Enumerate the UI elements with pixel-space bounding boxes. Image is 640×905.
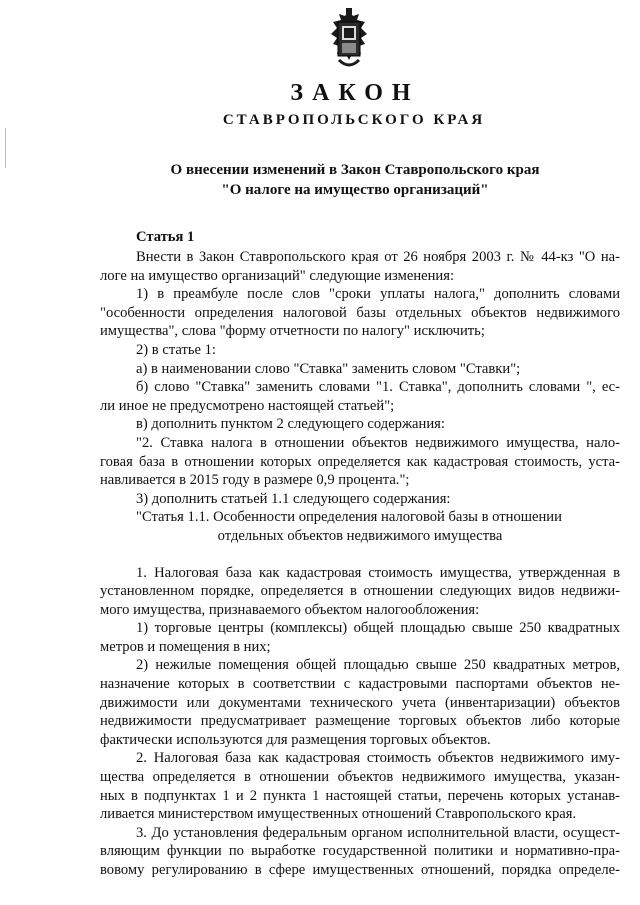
text-line: фактически используются для размещения торговых объектов.: [100, 731, 491, 748]
text-line: говая база в отношении которых определяется как кадастровая стоимость, уста-: [100, 453, 620, 470]
text-line: вовому регулированию в сфере имущественных отношений, порядка определе-: [100, 862, 620, 878]
text-line: недвижимости предусматривает размещение торговых объектов либо которые: [100, 713, 620, 730]
coat-of-arms-emblem: [327, 8, 371, 72]
document-subtitle: СТАВРОПОЛЬСКОГО КРАЯ: [222, 112, 486, 128]
text-line: метров и помещения в них;: [100, 638, 271, 655]
text-line: ных в подпунктах 1 и 2 пункта 1 настоящей статьи, перечень которых устанав-: [100, 787, 620, 804]
text-line: в) дополнить пунктом 2 следующего содержания:: [136, 416, 445, 433]
text-line: вляющим функции по выработке государственной политики и нормативно-пра-: [100, 843, 620, 860]
text-line: установленном порядке, определяется в отношении следующих видов недвижи-: [100, 583, 620, 600]
text-line: ливается министерством имущественных отношений Ставропольского края.: [100, 806, 577, 823]
document-body: [100, 228, 620, 880]
text-line: а) в наименовании слово "Ставка" заменить словом "Ставки";: [136, 360, 521, 377]
document-title: ЗАКОН: [290, 80, 420, 106]
law-name-line-1: О внесении изменений в Закон Ставропольского края: [170, 162, 540, 178]
text-line: 3. До установления федеральным органом исполнительной власти, осущест-: [136, 824, 620, 841]
text-line: 1) торговые центры (комплексы) общей площадью свыше 250 квадратных: [136, 620, 620, 637]
text-line: 2) в статье 1:: [136, 341, 216, 358]
law-name-line-2: "О налоге на имущество организаций": [221, 182, 489, 198]
text-line: 1. Налоговая база как кадастровая стоимость имущества, утвержденная в: [136, 564, 620, 581]
text-line: мого имущества, признаваемого объектом налогообложения:: [100, 601, 480, 618]
text-line: движимости или документами технического учета (инвентаризации) объектов: [100, 694, 620, 711]
scan-artifact: [5, 128, 6, 168]
text-line: 3) дополнить статьей 1.1 следующего содержания:: [136, 490, 451, 507]
article-heading: Статья 1: [136, 229, 195, 245]
text-line: 2) нежилые помещения общей площадью свыше 250 квадратных метров,: [136, 657, 620, 674]
text-line: 1) в преамбуле после слов "сроки уплаты налога," дополнить словами: [136, 286, 620, 303]
text-line: ли иное не предусмотрено настоящей статьей";: [100, 397, 395, 414]
text-line: навливается в 2015 году в размере 0,9 процента.";: [100, 472, 410, 489]
text-line: назначение которых в соответствии с кадастровыми паспортами объектов не-: [100, 676, 620, 693]
text-line: "особенности определения налоговой базы отдельных объектов недвижимого: [100, 304, 620, 321]
text-line: "Статья 1.1. Особенности определения налоговой базы в отношении: [136, 509, 562, 526]
text-line: Внести в Закон Ставропольского края от 26 ноября 2003 г. № 44-кз "О на-: [136, 249, 620, 265]
text-line: имущества", слова "форму отчетности по налогу" исключить;: [100, 323, 485, 340]
text-line: "2. Ставка налога в отношении объектов недвижимого имущества, нало-: [136, 434, 620, 451]
law-name: [0, 160, 640, 200]
text-line: щества определяется в отношении объектов недвижимого имущества, указан-: [100, 769, 620, 786]
text-line: б) слово "Ставка" заменить словами "1. Ставка", дополнить словами ", ес-: [136, 379, 620, 396]
text-line: логе на имущество организаций" следующие изменения:: [100, 267, 454, 284]
text-line: 2. Налоговая база как кадастровая стоимость объектов недвижимого иму-: [136, 750, 620, 767]
text-line: отдельных объектов недвижимого имущества: [217, 527, 503, 544]
